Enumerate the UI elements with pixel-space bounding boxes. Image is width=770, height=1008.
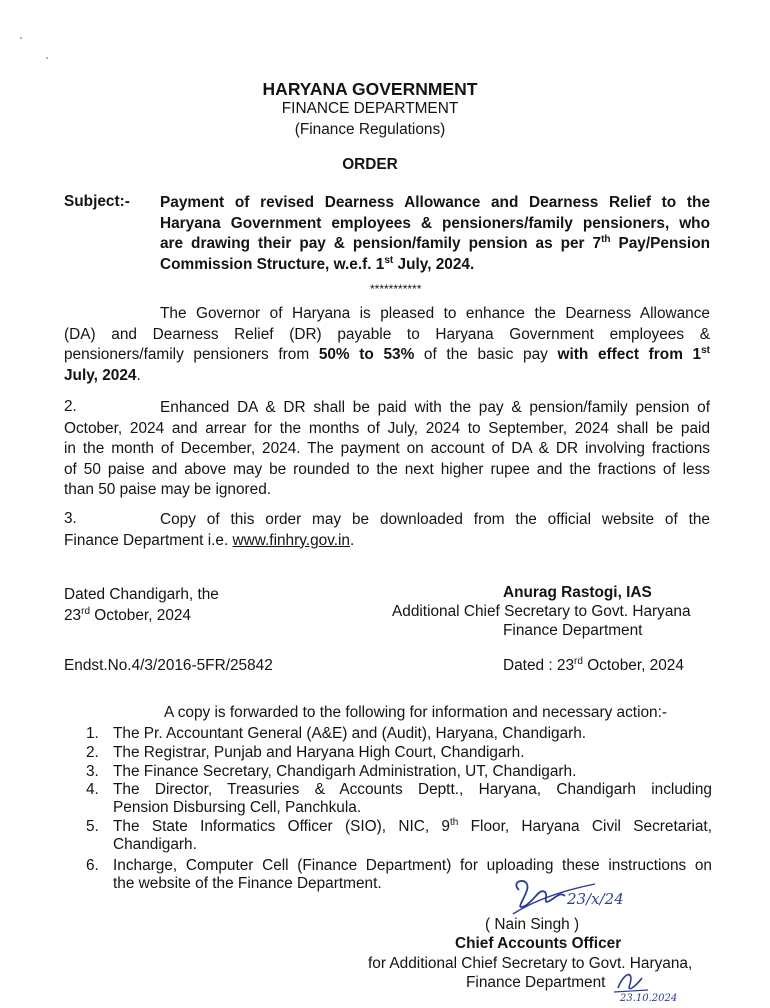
countersign-title: Chief Accounts Officer bbox=[455, 935, 622, 952]
paragraph-line: July, 2024. bbox=[64, 366, 141, 384]
subject-line: Commission Structure, w.e.f. 1st July, 2024. bbox=[160, 254, 475, 273]
government-heading: HARYANA GOVERNMENT bbox=[262, 79, 478, 99]
handwritten-signature bbox=[505, 870, 635, 920]
paragraph-3 bbox=[64, 510, 710, 551]
dated-block bbox=[64, 584, 219, 626]
paragraph-line: in the month of December, 2024. The payment on account of DA & DR involving fractions bbox=[64, 440, 710, 457]
separator-stars: *********** bbox=[370, 282, 422, 296]
signatory-designation: Additional Chief Secretary to Govt. Haryana bbox=[392, 603, 691, 620]
signatory-name: Anurag Rastogi, IAS bbox=[503, 584, 652, 601]
paragraph-line: October, 2024 and arrear for the months of July, 2024 to September, 2024 shall be paid bbox=[64, 419, 710, 437]
department-heading: FINANCE DEPARTMENT bbox=[281, 100, 459, 117]
paragraph-line: The Governor of Haryana is pleased to enhance the Dearness Allowance bbox=[160, 305, 710, 322]
paragraph-2 bbox=[64, 398, 710, 501]
subject-line: Haryana Government employees & pensioners/family pensioners, who bbox=[160, 214, 710, 232]
section-heading: (Finance Regulations) bbox=[294, 121, 446, 138]
dated-date: 23rd October, 2024 bbox=[64, 605, 191, 624]
paragraph-1 bbox=[64, 304, 710, 386]
paragraph-line: Enhanced DA & DR shall be paid with the pay & pension/family pension of bbox=[160, 399, 710, 416]
svg-text:23/x/24: 23/x/24 bbox=[567, 890, 624, 908]
countersign-for: for Additional Chief Secretary to Govt. Haryana, bbox=[368, 955, 693, 972]
paragraph-3-number: 3. bbox=[64, 510, 77, 527]
paragraph-line: Copy of this order may be downloaded from the official website of the bbox=[160, 511, 710, 528]
endorsement-date: Dated : 23rd October, 2024 bbox=[503, 655, 684, 674]
signatory-department: Finance Department bbox=[503, 622, 643, 639]
subject-label: Subject:- bbox=[64, 193, 130, 210]
dated-line: Dated Chandigarh, the bbox=[64, 586, 219, 603]
forward-intro: A copy is forwarded to the following for information and necessary action:- bbox=[164, 704, 668, 721]
paragraph-2-number: 2. bbox=[64, 398, 77, 415]
endorsement-number: Endst.No.4/3/2016-5FR/25842 bbox=[64, 657, 273, 674]
svg-text:23.10.2024: 23.10.2024 bbox=[620, 993, 678, 1004]
subject-text bbox=[160, 193, 710, 275]
subject-line: Payment of revised Dearness Allowance and Dearness Relief to the bbox=[160, 194, 710, 211]
paragraph-line: (DA) and Dearness Relief (DR) payable to Haryana Government employees & bbox=[64, 325, 710, 343]
scan-speck bbox=[46, 57, 48, 59]
order-title: ORDER bbox=[342, 156, 398, 173]
paragraph-line: pensioners/family pensioners from 50% to 53% of the basic pay with effect from 1st bbox=[64, 344, 710, 363]
paragraph-line: of 50 paise and above may be rounded to the next higher rupee and the fractions of less bbox=[64, 460, 710, 478]
countersign-name: ( Nain Singh ) bbox=[485, 916, 580, 933]
paragraph-line: Finance Department i.e. www.finhry.gov.in. bbox=[64, 531, 355, 549]
subject-line: are drawing their pay & pension/family pension as per 7th Pay/Pension bbox=[160, 233, 710, 252]
handwritten-initials bbox=[612, 968, 692, 1002]
finhry-website-link[interactable]: www.finhry.gov.in bbox=[232, 531, 350, 549]
scan-speck bbox=[20, 37, 22, 39]
countersign-department: Finance Department bbox=[466, 974, 606, 991]
paragraph-line: than 50 paise may be ignored. bbox=[64, 481, 272, 498]
